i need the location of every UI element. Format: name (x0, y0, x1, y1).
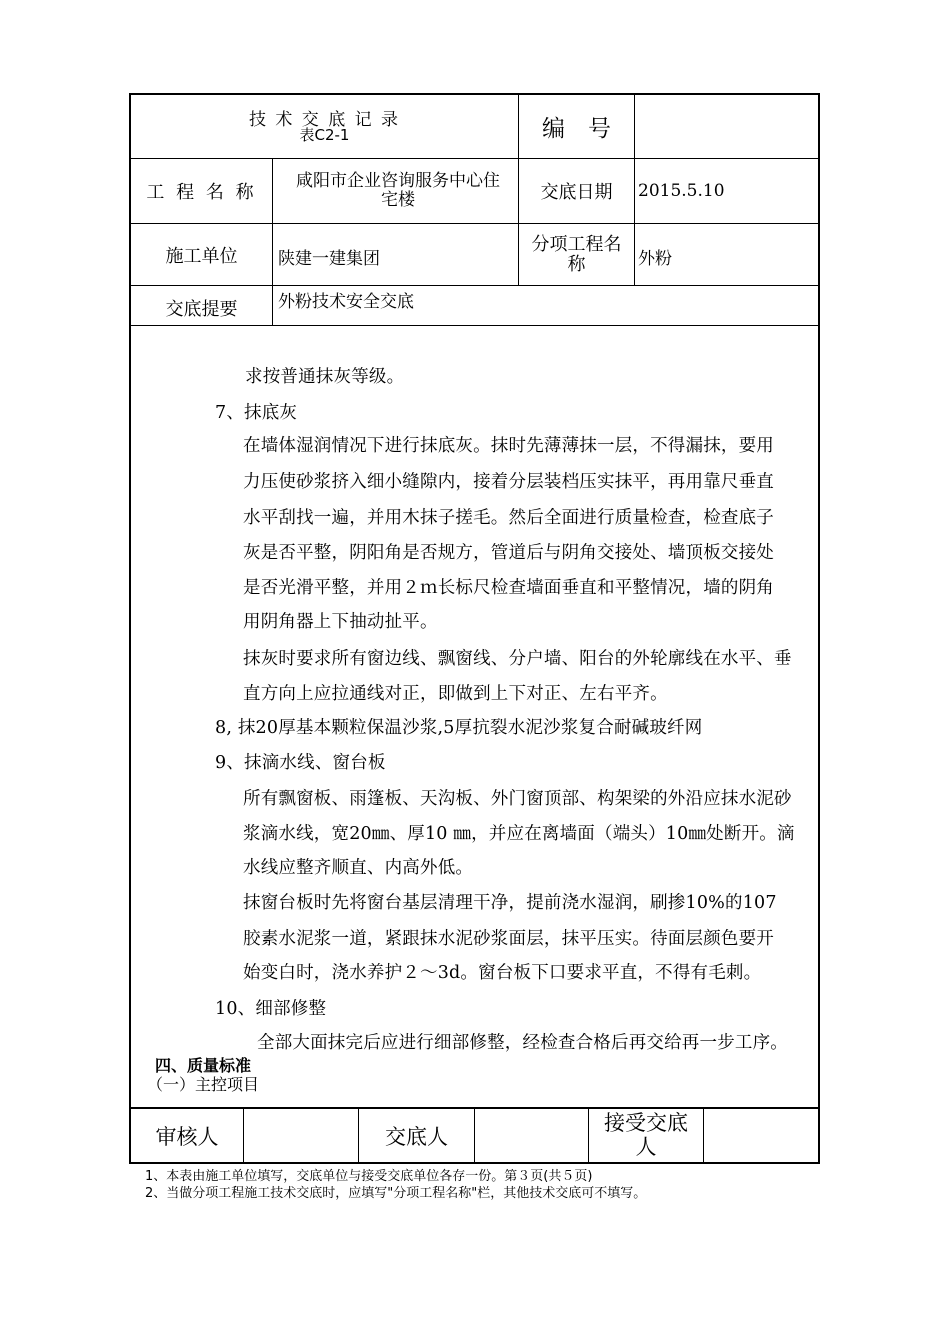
date-label: 交底日期 (540, 182, 613, 203)
summary-value: 外粉技术安全交底 (278, 292, 414, 312)
form-number: 表C2-1 (299, 126, 350, 144)
section-subheading: （一）主控项目 (147, 1075, 260, 1094)
content-line: 8, 抹20厚基本颗粒保温沙浆,5厚抗裂水泥沙浆复合耐碱玻纤网 (215, 718, 703, 738)
content-line: 始变白时，浇水养护２～3d。窗台板下口要求平直，不得有毛刺。 (243, 963, 762, 983)
content-line: 浆滴水线，宽20㎜、厚10 ㎜，并应在离墙面（端头）10㎜处断开。滴 (243, 824, 795, 844)
form-title: 技 术 交 底 记 录 (248, 110, 401, 130)
section-heading: 四、质量标准 (155, 1056, 252, 1075)
sub-project-value: 外粉 (638, 249, 672, 269)
content-line: 10、细部修整 (215, 999, 327, 1019)
content-line: 力压使砂浆挤入细小缝隙内，接着分层装档压实抹平，再用靠尺垂直 (243, 472, 774, 492)
number-label: 编 号 (542, 116, 611, 142)
content-line: 水线应整齐顺直、内高外低。 (243, 858, 474, 878)
content-line: 全部大面抹完后应进行细部修整，经检查合格后再交给再一步工序。 (257, 1033, 788, 1053)
content-line: 水平刮找一遍，并用木抹子搓毛。然后全面进行质量检查，检查底子 (243, 508, 774, 528)
content-line: 抹灰时要求所有窗边线、飘窗线、分户墙、阳台的外轮廓线在水平、垂 (243, 649, 792, 669)
receiver-label (589, 1111, 703, 1159)
project-name-label: 工 程 名 称 (146, 182, 257, 203)
discloser-label: 交底人 (385, 1124, 448, 1149)
content-line: 7、抹底灰 (215, 403, 298, 423)
project-name-value (280, 172, 516, 210)
content-line: 胶素水泥浆一道，紧跟抹水泥砂浆面层，抹平压实。待面层颜色要开 (243, 929, 774, 949)
content-line: 抹窗台板时先将窗台基层清理干净，提前浇水湿润，刷掺10%的107 (243, 893, 777, 913)
content-line: 灰是否平整，阴阳角是否规方，管道后与阴角交接处、墙顶板交接处 (243, 543, 774, 563)
content-line: 是否光滑平整，并用２ｍ长标尺检查墙面垂直和平整情况，墙的阴角 (243, 578, 774, 598)
project-name-line-1: 咸阳市企业咨询服务中心住 (296, 171, 500, 191)
construction-unit-label: 施工单位 (165, 245, 238, 267)
project-name-line-2: 宅楼 (381, 190, 415, 210)
content-line: 所有飘窗板、雨篷板、天沟板、外门窗顶部、构架梁的外沿应抹水泥砂 (243, 789, 792, 809)
receiver-label-line-2: 人 (635, 1135, 657, 1159)
sub-project-label-line-1: 分项工程名 (531, 234, 622, 255)
footnote-1: 1、本表由施工单位填写，交底单位与接受交底单位各存一份。第３页(共５页) (145, 1169, 593, 1184)
number-value[interactable] (635, 95, 818, 158)
discloser-field[interactable] (475, 1109, 588, 1162)
content-line: 直方向上应拉通线对正，即做到上下对正、左右平齐。 (243, 684, 668, 704)
date-value: 2015.5.10 (638, 181, 725, 201)
sub-project-label (519, 235, 634, 275)
construction-unit-value: 陕建一建集团 (278, 249, 380, 269)
sub-project-label-line-2: 称 (567, 254, 586, 275)
content-line: 9、抹滴水线、窗台板 (215, 753, 386, 773)
receiver-field[interactable] (704, 1109, 818, 1162)
reviewer-field[interactable] (244, 1109, 358, 1162)
content-line: 用阴角器上下抽动扯平。 (243, 612, 438, 632)
summary-label: 交底提要 (165, 298, 238, 320)
content-line: 求按普通抹灰等级。 (245, 367, 405, 387)
content-line: 在墙体湿润情况下进行抹底灰。抹时先薄薄抹一层，不得漏抹，要用 (243, 436, 774, 456)
form-title-block (131, 95, 518, 158)
footnote-2: 2、当做分项工程施工技术交底时，应填写"分项工程名称"栏，其他技术交底可不填写。 (145, 1186, 647, 1201)
reviewer-label: 审核人 (155, 1124, 219, 1149)
receiver-label-line-1: 接受交底 (604, 1111, 688, 1135)
